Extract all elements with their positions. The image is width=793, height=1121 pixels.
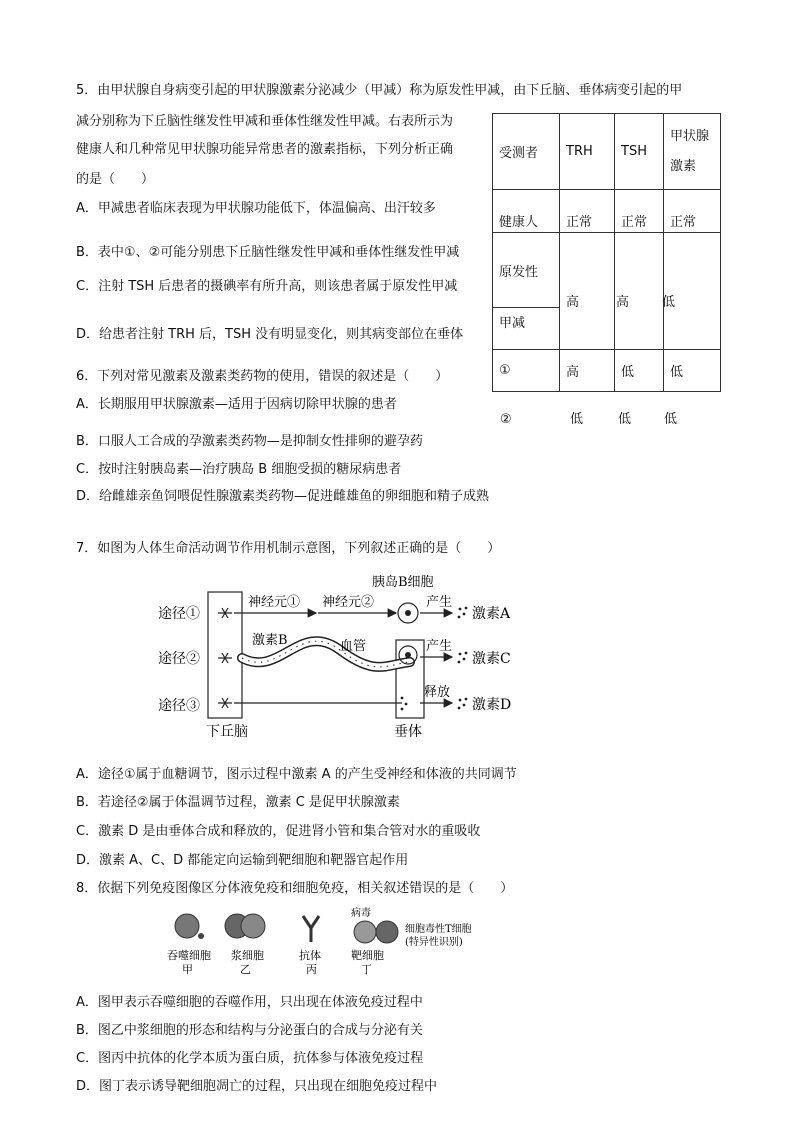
q8-option-d: D．图丁表示诱导靶细胞凋亡的过程，只出现在细胞免疫过程中 bbox=[76, 1079, 438, 1094]
q5-option-c: C．注射 TSH 后患者的摄碘率有所升高，则该患者属于原发性甲减 bbox=[76, 279, 458, 294]
ctl-label: 细胞毒性T细胞 bbox=[405, 924, 472, 935]
primary-trh-value: 高 bbox=[566, 295, 580, 310]
path-1-label: 途径① bbox=[158, 606, 200, 622]
table-cell: 正常 bbox=[560, 190, 615, 233]
q6-option-b: B．口服人工合成的孕激素类药物—是抑制女性排卵的避孕药 bbox=[76, 434, 423, 449]
table-row-primary-2: 甲减 bbox=[493, 308, 560, 350]
vessel-label: 血管 bbox=[340, 639, 367, 654]
plasma-cell-label: 浆细胞 bbox=[231, 949, 264, 962]
table-header-subject: 受测者 bbox=[493, 114, 560, 190]
table-cell: 正常 bbox=[615, 190, 664, 233]
q6-stem: 6．下列对常见激素及激素类药物的使用，错误的叙述是（ ） bbox=[76, 369, 449, 384]
target-cell-label: 靶细胞 bbox=[351, 949, 384, 962]
table-row-primary: 原发性 bbox=[493, 233, 560, 308]
pituitary-label: 垂体 bbox=[394, 724, 422, 740]
q5-stem-line3: 健康人和几种常见甲状腺功能异常患者的激素指标，下列分析正确 bbox=[76, 142, 454, 157]
q8-option-a: A．图甲表示吞噬细胞的吞噬作用，只出现在体液免疫过程中 bbox=[76, 995, 423, 1010]
path-2-label: 途径② bbox=[158, 651, 200, 667]
q5-option-a: A．甲减患者临床表现为甲状腺功能低下，体温偏高、出汗较多 bbox=[76, 201, 436, 216]
primary-tsh-value: 高 bbox=[616, 295, 630, 310]
table-row-2-label: ② bbox=[500, 412, 512, 427]
produce-label-1: 产生 bbox=[426, 595, 453, 610]
release-label: 释放 bbox=[424, 685, 451, 700]
q5-stem-line4: 的是（ ） bbox=[76, 172, 155, 187]
table-row-2-trh: 低 bbox=[570, 412, 584, 427]
table-cell: 低 bbox=[615, 350, 664, 392]
islet-b-cell-label: 胰岛B细胞 bbox=[372, 575, 434, 590]
hormone-b-label: 激素B bbox=[252, 633, 288, 648]
table-header-trh: TRH bbox=[560, 114, 615, 190]
table-row-2-th: 低 bbox=[664, 412, 678, 427]
phagocyte-label: 吞噬细胞 bbox=[167, 949, 211, 962]
table-header-thyroid bbox=[664, 114, 721, 190]
ding-label: 丁 bbox=[361, 963, 372, 976]
q6-option-a: A．长期服用甲状腺激素—适用于因病切除甲状腺的患者 bbox=[76, 397, 397, 412]
antibody-label: 抗体 bbox=[299, 949, 321, 962]
immune-diagram bbox=[165, 906, 495, 976]
hormone-table bbox=[492, 113, 721, 392]
table-cell: 正常 bbox=[664, 190, 721, 233]
table-row-healthy: 健康人 bbox=[493, 190, 560, 233]
hormone-a-label: 激素A bbox=[472, 606, 511, 622]
path-3-label: 途径③ bbox=[158, 698, 200, 714]
table-row-2-tsh: 低 bbox=[618, 412, 632, 427]
q7-stem: 7．如图为人体生命活动调节作用机制示意图，下列叙述正确的是（ ） bbox=[76, 541, 501, 556]
q6-option-d: D．给雌雄亲鱼饲喂促性腺激素类药物—促进雌雄鱼的卵细胞和精子成熟 bbox=[76, 489, 490, 504]
jia-label: 甲 bbox=[182, 963, 193, 976]
primary-th-value: 低 bbox=[662, 295, 676, 310]
q7-option-b: B．若途径②属于体温调节过程，激素 C 是促甲状腺激素 bbox=[76, 795, 400, 810]
table-cell: 高 bbox=[560, 350, 615, 392]
bing-label: 丙 bbox=[306, 963, 317, 976]
q8-option-b: B．图乙中浆细胞的形态和结构与分泌蛋白的合成与分泌有关 bbox=[76, 1023, 423, 1038]
q7-option-c: C．激素 D 是由垂体合成和释放的，促进肾小管和集合管对水的重吸收 bbox=[76, 824, 481, 839]
neuron-1-label: 神经元① bbox=[248, 595, 301, 610]
q7-option-a: A．途径①属于血糖调节，图示过程中激素 A 的产生受神经和体液的共同调节 bbox=[76, 767, 517, 782]
q5-option-d: D．给患者注射 TRH 后，TSH 没有明显变化，则其病变部位在垂体 bbox=[76, 327, 464, 342]
q8-stem: 8．依据下列免疫图像区分体液免疫和细胞免疫，相关叙述错误的是（ ） bbox=[76, 881, 514, 896]
q5-option-b: B．表中①、②可能分别患下丘脑性继发性甲减和垂体性继发性甲减 bbox=[76, 245, 460, 260]
table-cell: 低 bbox=[664, 350, 721, 392]
ctl-note: (特异性识别) bbox=[405, 937, 463, 948]
thyroid-label-1: 甲状腺 bbox=[670, 128, 710, 144]
produce-label-2: 产生 bbox=[426, 639, 453, 654]
table-header-tsh: TSH bbox=[615, 114, 664, 190]
table-row-1: ① bbox=[493, 350, 560, 392]
q5-stem-line1: 5．由甲状腺自身病变引起的甲状腺激素分泌减少（甲减）称为原发性甲减，由下丘脑、垂体病变引起的甲 bbox=[76, 83, 683, 98]
thyroid-label-2: 激素 bbox=[670, 158, 697, 174]
q6-option-c: C．按时注射胰岛素—治疗胰岛 B 细胞受损的糖尿病患者 bbox=[76, 462, 402, 477]
neuron-2-label: 神经元② bbox=[322, 595, 375, 610]
hormone-c-label: 激素C bbox=[472, 651, 511, 667]
q7-option-d: D．激素 A、C、D 都能定向运输到靶细胞和靶器官起作用 bbox=[76, 853, 409, 868]
virus-label: 病毒 bbox=[351, 908, 371, 919]
q5-stem-line2: 减分别称为下丘脑性继发性甲减和垂体性继发性甲减。右表所示为 bbox=[76, 114, 454, 129]
hypothalamus-label: 下丘脑 bbox=[206, 724, 248, 740]
regulation-diagram bbox=[150, 570, 570, 745]
hormone-d-label: 激素D bbox=[472, 697, 512, 713]
q8-option-c: C．图丙中抗体的化学本质为蛋白质，抗体参与体液免疫过程 bbox=[76, 1051, 424, 1066]
yi-label: 乙 bbox=[240, 963, 251, 976]
